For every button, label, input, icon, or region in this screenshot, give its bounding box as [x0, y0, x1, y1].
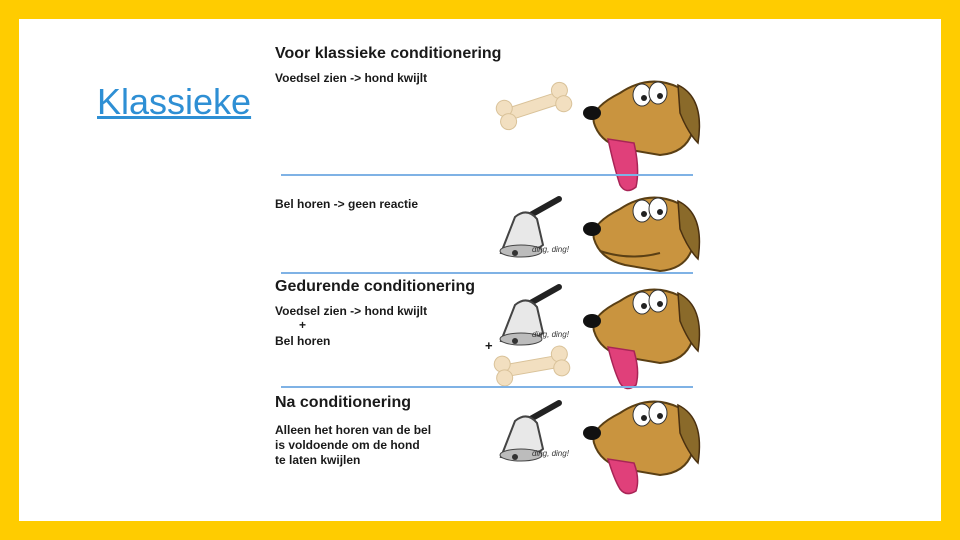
- bell-sound-2: ding, ding!: [532, 330, 569, 339]
- conditioning-diagram: [255, 43, 705, 498]
- bell-sound-1: ding, ding!: [532, 245, 569, 254]
- section-3-heading: Gedurende conditionering: [275, 278, 476, 295]
- section-3-line-2: +: [299, 318, 307, 332]
- section-3-line-3: Bel horen: [275, 334, 331, 348]
- section-4-heading: Na conditionering: [275, 394, 411, 411]
- section-4-line-1: Alleen het horen van de bel: [275, 423, 432, 437]
- section-4-line-2: is voldoende om de hond: [275, 438, 420, 452]
- section-1-heading: Voor klassieke conditionering: [275, 45, 502, 62]
- slide: [19, 19, 941, 521]
- section-1-line-1: Voedsel zien -> hond kwijlt: [275, 71, 428, 85]
- section-4-line-3: te laten kwijlen: [275, 453, 361, 467]
- separator-3: [281, 386, 693, 388]
- drooling-dog-icon: [580, 281, 705, 381]
- drooling-dog-icon: [580, 73, 705, 173]
- section-2-line-1: Bel horen -> geen reactie: [275, 197, 419, 211]
- bone-icon: [491, 343, 573, 389]
- plus-sign: +: [485, 338, 493, 353]
- bone-icon: [493, 81, 575, 131]
- section-3-line-1: Voedsel zien -> hond kwijlt: [275, 304, 428, 318]
- neutral-dog-icon: [580, 189, 705, 279]
- drooling-dog-icon: [580, 393, 705, 493]
- bell-sound-3: ding, ding!: [532, 449, 569, 458]
- bell-icon: [487, 283, 567, 351]
- slide-title[interactable]: Klassieke: [97, 81, 252, 122]
- separator-1: [281, 174, 693, 176]
- separator-2: [281, 272, 693, 274]
